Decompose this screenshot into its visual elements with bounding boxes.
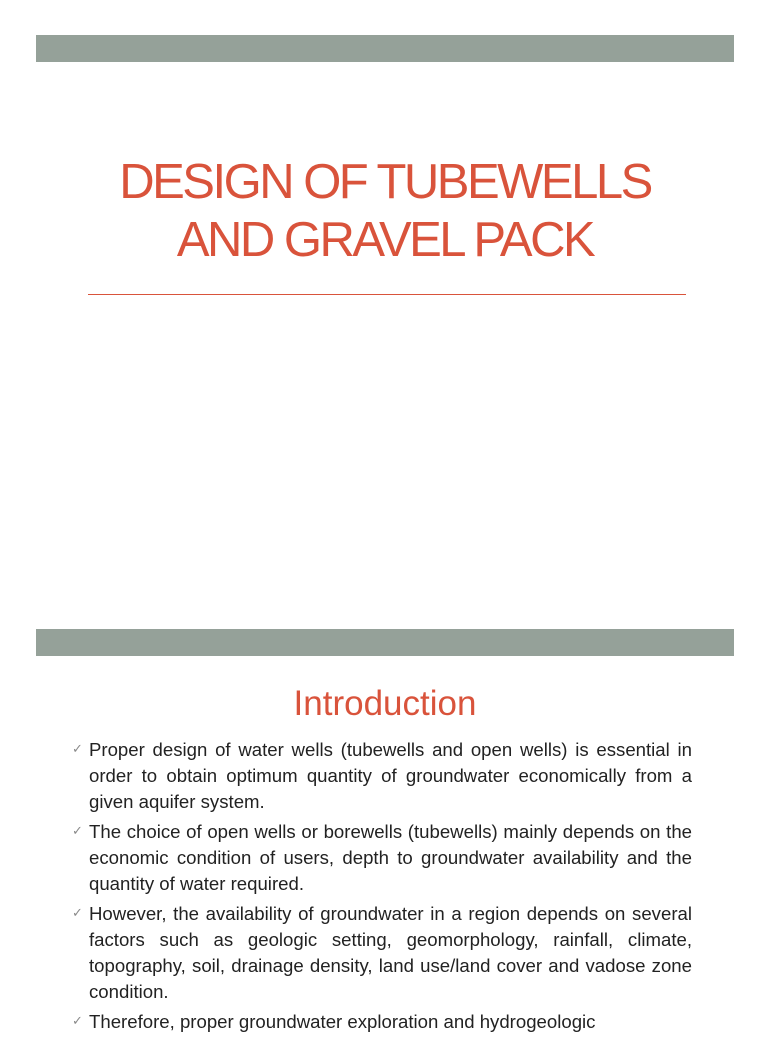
title-underline-divider [88,294,686,295]
bullet-text: Proper design of water wells (tubewells and open wells) is essential in order to obtain optimum quantity of groundwater economically from a given aquifer system. [89,739,692,812]
title-line-2: AND GRAVEL PACK [176,213,594,267]
slide-header-bar [36,629,734,656]
check-icon: ✓ [72,742,83,757]
document-title [36,153,734,269]
bullet-text: However, the availability of groundwater in a region depends on several factors such as geologic setting, geomorphology, rainfall, climate, topography, soil, drainage density, land use/land cover and vadose zone condition. [89,903,692,1002]
bullet-item [72,819,692,897]
slide-header-bar [36,35,734,62]
bullet-text: Therefore, proper groundwater exploration and hydrogeologic [89,1011,596,1032]
bullet-item [72,901,692,1005]
check-icon: ✓ [72,824,83,839]
bullet-item [72,1009,692,1035]
check-icon: ✓ [72,1014,83,1029]
section-heading: Introduction [293,684,477,723]
bullet-list [72,737,692,1039]
bullet-text: The choice of open wells or borewells (tubewells) mainly depends on the economic condition of users, depth to groundwater availability and the quantity of water required. [89,821,692,894]
check-icon: ✓ [72,906,83,921]
bullet-item [72,737,692,815]
title-line-1: DESIGN OF TUBEWELLS [119,155,651,209]
